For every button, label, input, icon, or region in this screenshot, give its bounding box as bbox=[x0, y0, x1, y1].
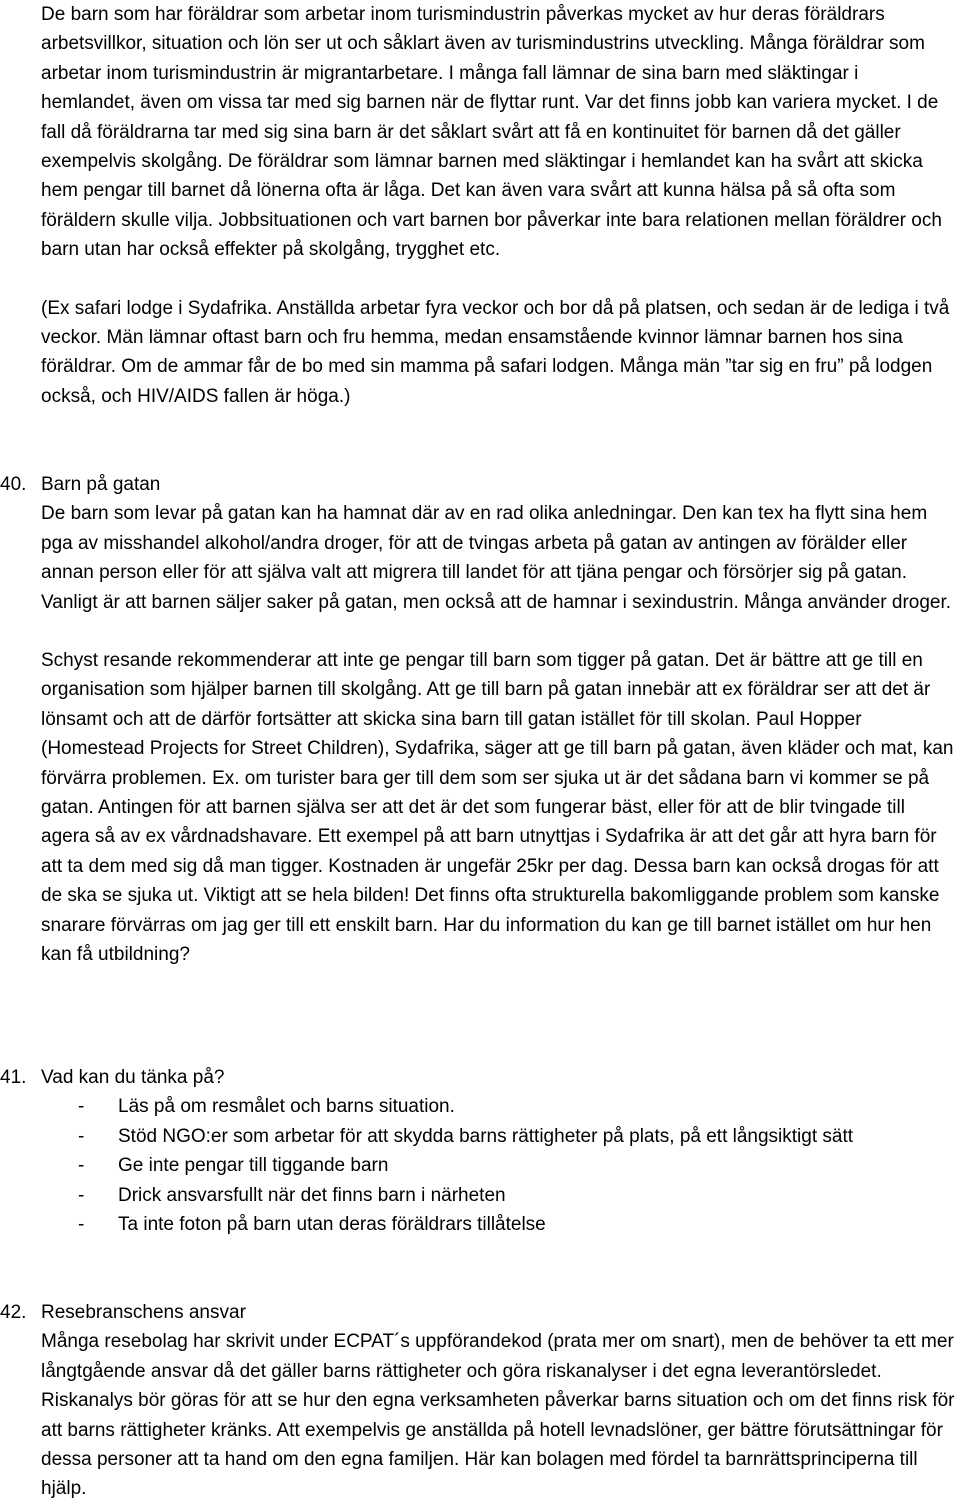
intro-paragraph-2: (Ex safari lodge i Sydafrika. Anställda arbetar fyra veckor och bor då på platsen, och sedan är de lediga i två veckor. Män lämnar oftast barn och fru hemma, medan ensamstående kvinnor lämnar barnen hos sina föräldrar. Om de ammar får de bo med sin mamma på safari lodgen. Många män ”tar sig en fru” på lodgen också, och HIV/AIDS fallen är höga.) bbox=[41, 297, 950, 407]
section-40-paragraph-2: Schyst resande rekommenderar att inte ge pengar till barn som tigger på gatan. Det är bättre att ge till en organisation som hjälper barnen till skolgång. Att ge till barn på gatan innebär att ex föräldrar ser att det är lönsamt och att de därför fortsätter att skicka sina barn till gatan istället för till skolan. Paul Hopper (Homestead Projects for Street Children), Sydafrika, säger att ge till barn på gatan, även kläder och mat, kan förvärra problemen. Ex. om turister bara ger till dem som ser sjuka ut är det sådana barn vi kommer se på gatan. Antingen för att barnen själva ser att det är det som fungerar bäst, eller för att de blir tvingade till agera så av ex vårdnadshavare. Ett exempel på att barn utnyttjas i Sydafrika är att det går att hyra barn för att ta dem med sig då man tigger. Kostnaden är ungefär 25kr per dag. Dessa barn kan också drogas för att de ska se sjuka ut. Viktigt att se hela bilden! Det finns ofta strukturella bakomliggande problem som kanske snarare förvärras om jag ger till ett enskilt barn. Har du information du kan ge till barnet istället om hur hen kan få utbildning? bbox=[41, 650, 954, 966]
section-heading: Resebranschens ansvar bbox=[41, 1302, 246, 1323]
intro-paragraph-1: De barn som har föräldrar som arbetar inom turismindustrin påverkas mycket av hur deras föräldrars arbetsvillkor, situation och lön ser ut och såklart även av turismindustrins utveckling. Många föräldrar som arbetar inom turismindustrin är migrantarbetare. I många fall lämnar de sina barn med släktingar i hemlandet, även om vissa tar med sig barnen när de flyttar runt. Var det finns jobb kan variera mycket. I de fall då föräldrarna tar med sig sina barn är det såklart svårt att få en kontinuitet för barnen då det gäller exempelvis skolgång. De föräldrar som lämnar barnen med släktingar i hemlandet kan ha svårt att skicka hem pengar till barnet då lönerna ofta är låga. Det kan även vara svårt att kunna hälsa på så ofta som föräldern skulle vilja. Jobbsituationen och vart barnen bor påverkar inte bara relationen mellan föräldrer och barn utan har också effekter på skolgång, trygghet etc. bbox=[41, 4, 942, 261]
list-item: - Läs på om resmålet och barns situation. bbox=[78, 1096, 455, 1118]
list-item: - Drick ansvarsfullt när det finns barn i närheten bbox=[78, 1184, 506, 1206]
section-heading: Barn på gatan bbox=[41, 474, 161, 495]
section-number: 41. bbox=[0, 1067, 27, 1088]
section-42-paragraph-1: Många resebolag har skrivit under ECPAT´s uppförandekod (prata mer om snart), men de behöver ta ett mer långtgående ansvar då det gäller barns rättigheter och göra riskanalyser i det egna leverantörsledet. Riskanalys bör göras för att se hur den egna verksamheten påverkar barns situation och om det finns risk för att barns rättigheter kränks. Att exempelvis ge anställda på hotell levnadslöner, ger bättre förutsättningar för dessa personer att ta hand om den egna familjen. Här kan bolagen med fördel ta barnrättsprinciperna till hjälp. bbox=[41, 1331, 955, 1500]
intro-section bbox=[41, 0, 956, 411]
section-heading: Vad kan du tänka på? bbox=[41, 1067, 225, 1088]
tips-list bbox=[0, 1092, 900, 1239]
list-item: - Ge inte pengar till tiggande barn bbox=[78, 1155, 389, 1177]
section-40-paragraph-1: De barn som levar på gatan kan ha hamnat där av en rad olika anledningar. Den kan tex ha flytt sina hem pga av misshandel alkohol/andra droger, för att de tvingas arbeta på gatan av antingen av förälder eller annan person eller för att själva valt att migrera till landet för att tjäna pengar och försörjer sig på gatan. Vanligt är att barnen säljer saker på gatan, men också att de hamnar i sexindustrin. Många använder droger. bbox=[41, 503, 952, 613]
list-item: - Stöd NGO:er som arbetar för att skydda barns rättigheter på plats, på ett långsiktigt sätt bbox=[78, 1125, 854, 1147]
list-item: - Ta inte foton på barn utan deras föräldrars tillåtelse bbox=[78, 1214, 546, 1236]
section-number: 42. bbox=[0, 1302, 27, 1323]
section-number: 40. bbox=[0, 474, 27, 495]
